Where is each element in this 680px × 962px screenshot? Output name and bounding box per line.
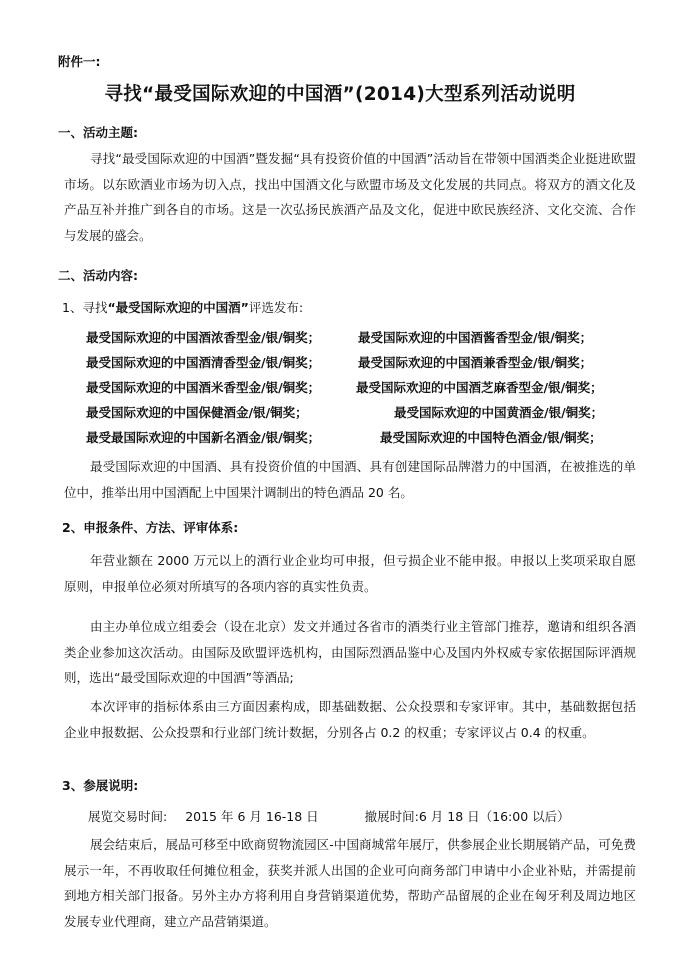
item3-heading: 3、参展说明:: [62, 778, 139, 793]
award-row: [86, 403, 646, 428]
item1-heading: [62, 298, 303, 316]
section1-paragraph: 寻找“最受国际欢迎的中国酒”暨发掘“具有投资价值的中国酒”活动旨在带领中国酒类企业挺进欧盟市场。以东欧酒业市场为切入点，找出中国酒文化与欧盟市场及文化发展的共同点。将双方的酒文化及产品互补并推广到各自的市场。这是一次弘扬民族酒产品及文化，促进中欧民族经济、文化交流、合作与发展的盛会。: [64, 151, 636, 243]
award-item: 最受最国际欢迎的中国新名酒金/银/铜奖；: [86, 430, 321, 445]
annex-label: 附件一:: [58, 54, 101, 69]
award-item: 最受国际欢迎的中国酒酱香型金/银/铜奖；: [358, 330, 593, 345]
exhibit-times-line: [88, 807, 570, 825]
section1-heading: 一、活动主题:: [58, 125, 138, 140]
item3-paragraph: 展会结束后，展品可移至中欧商贸物流园区-中国商城常年展厅，供参展企业长期展销产品，可免费展示一年，不再收取任何摊位租金，获奖并派人出国的企业可向商务部门申请中小企业补贴，并需提前到地方相关部门报备。另外主办方将利用自身营销渠道优势，帮助产品留展的企业在匈牙利及周边地区发展专业代理商，建立产品营销渠道。: [64, 837, 636, 929]
awards-note: 最受国际欢迎的中国酒、具有投资价值的中国酒、具有创建国际品牌潜力的中国酒，在被推选的单位中，推举出用中国酒配上中国果汁调制出的特色酒品 20 名。: [64, 459, 636, 500]
exhibit-time-value: 2015 年 6 月 16-18 日: [185, 809, 319, 824]
item1-suffix: 评选发布:: [248, 300, 304, 315]
item2-heading: 2、申报条件、方法、评审体系:: [62, 520, 239, 535]
item2-paragraph-2: 由主办单位成立组委会（设在北京）发文并通过各省市的酒类行业主管部门推荐，邀请和组织各酒类企业参加这次活动。由国际及欧盟评选机构，由国际烈酒品鉴中心及国内外权威专家依据国际评酒规则，选出“最受国际欢迎的中国酒”等酒品;: [64, 619, 636, 685]
award-row: [86, 328, 646, 353]
award-item: 最受国际欢迎的中国酒芝麻香型金/银/铜奖；: [356, 380, 603, 395]
award-item: 最受国际欢迎的中国保健酒金/银/铜奖；: [86, 405, 308, 420]
awards-list: [86, 328, 646, 453]
withdraw-time-label: 撤展时间:: [364, 809, 419, 824]
award-item: 最受国际欢迎的中国酒清香型金/银/铜奖；: [86, 355, 321, 370]
award-item: 最受国际欢迎的中国酒兼香型金/银/铜奖；: [358, 355, 593, 370]
withdraw-time-value: 6 月 18 日（16:00 以后）: [418, 809, 570, 824]
award-item: 最受国际欢迎的中国酒浓香型金/银/铜奖；: [86, 330, 321, 345]
award-item: 最受国际欢迎的中国特色酒金/银/铜奖；: [380, 430, 602, 445]
item1-bold-title: “最受国际欢迎的中国酒”: [107, 300, 249, 315]
section2-heading: 二、活动内容:: [58, 268, 138, 283]
award-row: [86, 378, 646, 403]
page-title: 寻找“最受国际欢迎的中国酒”(2014)大型系列活动说明: [104, 84, 576, 105]
award-item: 最受国际欢迎的中国酒米香型金/银/铜奖；: [86, 380, 321, 395]
item2-paragraph-3: 本次评审的指标体系由三方面因素构成，即基础数据、公众投票和专家评审。其中，基础数据包括企业申报数据、公众投票和行业部门统计数据，分别各占 0.2 的权重；专家评议占 0.4 的权重。: [64, 699, 636, 740]
exhibit-time-label: 展览交易时间:: [88, 809, 168, 824]
item1-prefix: 1、寻找: [62, 300, 108, 315]
award-item: 最受国际欢迎的中国黄酒金/银/铜奖；: [394, 405, 604, 420]
item2-paragraph-1: 年营业额在 2000 万元以上的酒行业企业均可申报，但亏损企业不能申报。申报以上奖项采取自愿原则，申报单位必须对所填写的各项内容的真实性负责。: [64, 553, 636, 594]
award-row: [86, 428, 646, 453]
award-row: [86, 353, 646, 378]
